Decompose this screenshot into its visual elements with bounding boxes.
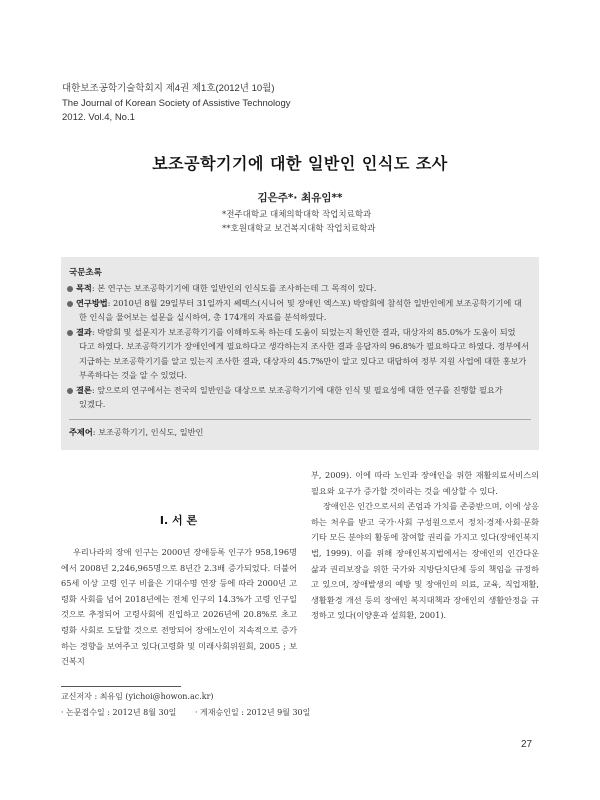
paper-title: 보조공학기기에 대한 일반인 인식도 조사 [152,154,448,173]
section-heading-introduction: I. 서 론 [159,514,198,527]
corresponding-author: 교신저자 : 최유임 (yichoi@howon.ac.kr) [61,692,214,701]
journal-volume: 2012. Vol.4, No.1 [62,112,135,123]
body-paragraph: 부, 2009). 이에 따라 노인과 장애인을 위한 재활의료서비스의 필요와 요구가 증가할 것이라는 것을 예상할 수 있다. [311,470,539,496]
accepted-date: · 게재승인일 : 2012년 9월 30일 [194,708,311,717]
abstract-item-results [67,325,531,382]
abstract-item-conclusion [67,383,531,412]
body-paragraph: 장애인은 인간으로서의 존엄과 가치를 존중받으며, 이에 상응하는 처우를 받고 국가·사회 구성원으로서 정치·경제·사회·문화 기타 모든 분야의 활동에 참여할 권리를 가지고 있다(장애인복지법, 1999). 이를 위해 장애인복지법에서는 장애인의 인간다운 삶과 권리보장을 위한 국가와 지방단치단체 등의 책임을 규정하고 있으며, 장애발생의 예방 및 장애인의 의료, 교육, 직업재활, 생활환경 개선 등의 장애인 복지대책과 장애인의 생활안정을 규정하고 있다(이양훈과 설희환, 2001). [311,501,539,621]
page-number: 27 [521,739,533,750]
submission-dates [61,707,326,718]
journal-header [62,82,290,126]
abstract-text-continued: 있겠다. [79,399,106,410]
abstract-box [61,257,539,450]
abstract-text-continued: 다고 하였다. 보조공학기기가 장애인에게 필요하다고 생각하는지 조사한 결과 응답자의 96.8%가 필요하다고 하였다. 정부에서 지급하는 보조공학기기를 알고 있는지 조사한 결과, 대상자의 45.7%만이 알고 있다고 대답하여 정부 지원 사업에 대한 홍보가 부족하다는 것을 알 수 있었다. [79,341,529,380]
affiliation-1: *전주대학교 대체의학대학 작업치료학과 [222,210,372,220]
abstract-text: : 본 연구는 보조공학기기에 대한 일반인의 인식도를 조사하는데 그 목적이 있다. [91,283,377,293]
bullet-icon [67,388,73,394]
keyword-divider [69,419,531,420]
abstract-label: 결과 [76,327,92,337]
bullet-icon [67,301,73,307]
abstract-heading: 국문초록 [69,268,102,278]
journal-name-korean: 대한보조공학기술학회지 제4권 제1호(2012년 10월) [62,83,275,94]
received-date: · 논문접수일 : 2012년 8월 30일 [61,708,177,717]
affiliation-2: **호원대학교 보건복지대학 작업치료학과 [222,224,376,234]
body-left-column [61,545,297,670]
abstract-label: 결론 [76,385,92,395]
bullet-icon [67,330,73,336]
body-paragraph: 우리나라의 장애 인구는 2000년 장애등록 인구가 958,196명에서 2008년 2,246,965명으로 8년간 2.3배 증가되었다. 더불어 65세 이상 고령 인구 비율은 기대수명 연장 등에 따라 2000년 고령화 사회를 넘어 2018년에는 전체 인구의 14.3%가 고령 인구일 것으로 추정되어 고령사회에 진입하고 2026년에 20.8%로 초고령화 사회로 도달할 것으로 전망되어 장애노인이 지속적으로 증가하는 경향을 보여주고 있다(고령화 및 미래사회위원회, 2005 ; 보건복지 [61,547,297,667]
keywords-label: 주제어 [69,427,93,437]
abstract-item-purpose [67,281,531,295]
journal-name-english: The Journal of Korean Society of Assistive Technology [62,97,291,109]
abstract-text: : 2010년 8월 29일부터 31일까지 쎄텍스(시니어 및 장애인 엑스포) 박람회에 참석한 일반인에게 보조공학기기에 대 [107,298,522,308]
authors: 김은주*· 최유임** [257,192,343,204]
footnote-divider [61,686,181,687]
body-right-column [311,468,539,624]
keywords [69,427,203,438]
abstract-item-method [67,296,531,325]
abstract-text: : 앞으로의 연구에서는 전국의 일반인을 대상으로 보조공학기기에 대한 인식 및 필요성에 대한 연구를 진행할 필요가 [91,385,503,395]
abstract-text: : 박람회 및 설문지가 보조공학기기를 이해하도록 하는데 도움이 되었는지 확인한 결과, 대상자의 85.0%가 도움이 되었 [91,327,516,337]
abstract-label: 연구방법 [76,298,108,308]
abstract-label: 목적 [76,283,92,293]
abstract-text-continued: 한 인식을 물어보는 설문을 실시하여, 총 174개의 자료를 분석하였다. [79,312,327,323]
bullet-icon [67,286,73,292]
keywords-text: : 보조공학기기, 인식도, 일반인 [92,427,204,437]
